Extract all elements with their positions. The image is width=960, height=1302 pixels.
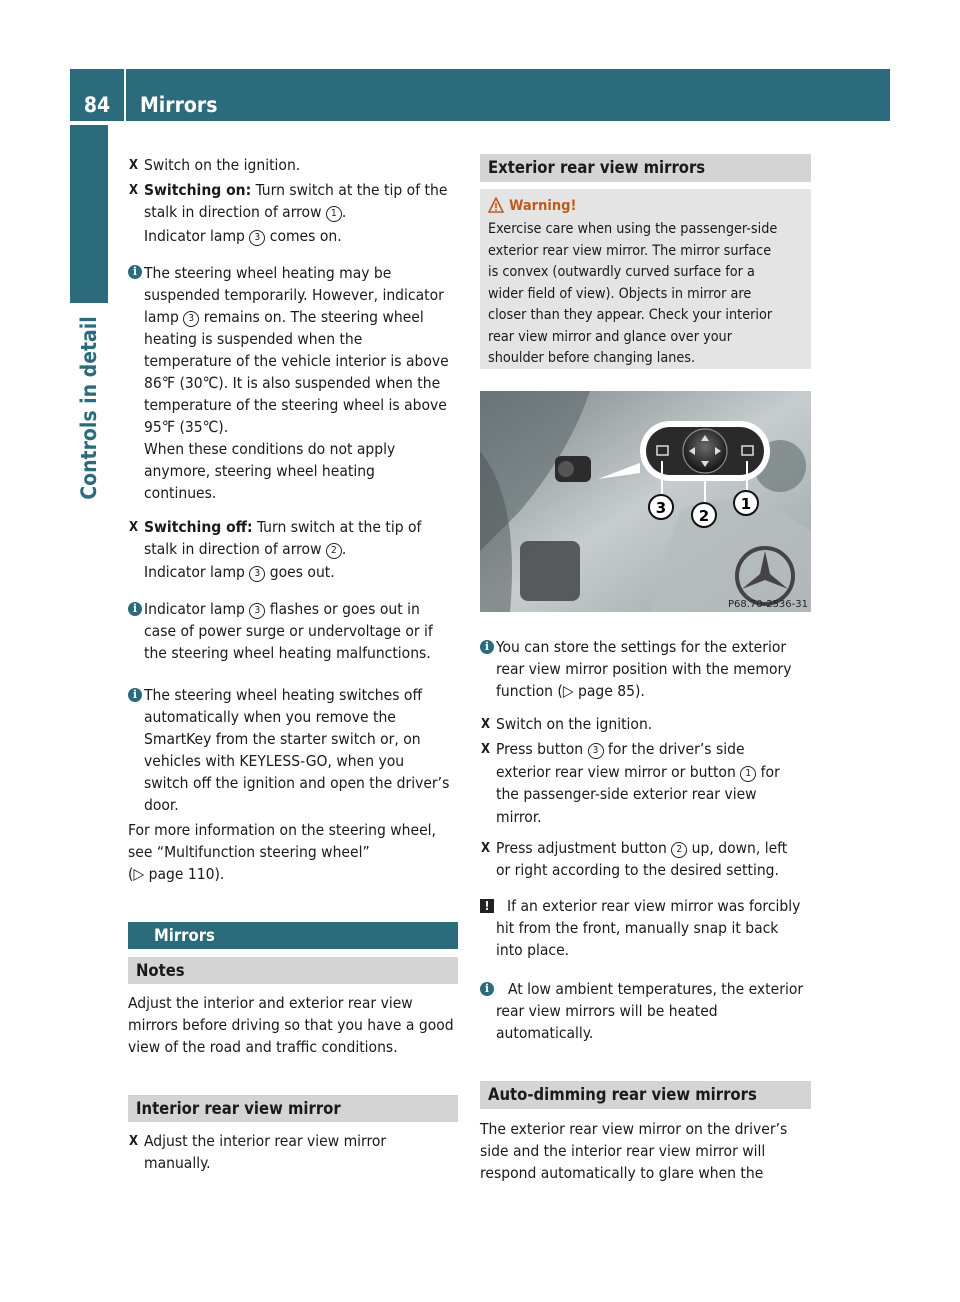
info-line: switch off the ignition and open the driver’s [144,774,450,792]
info-line [144,598,433,620]
step-text [144,225,342,247]
section-heading-mirrors: Mirrors [128,922,458,949]
info-heated-mirrors-cont [496,1000,718,1044]
text-line: Adjust the interior and exterior rear view [128,994,413,1012]
text-line: Adjust the interior rear view mirror [144,1132,387,1150]
step-text: exterior rear view mirror or button [496,762,741,781]
info-line: door. [144,796,179,814]
step-text: Turn switch at the tip of [252,518,422,536]
info-line: temperature of the steering wheel is above [144,396,447,414]
notes-text [128,992,454,1058]
caution-forcibly-hit-cont [496,917,778,961]
bullet-icon: X [129,158,139,173]
info-line: function (▷ page 85). [496,682,645,700]
caution-line: into place. [496,941,570,959]
step-text-line: Indicator lamp [144,227,250,245]
warning-triangle-icon [488,197,504,213]
info-line: suspended temporarily. However, indicator [144,286,444,304]
section-heading-interior-mirror: Interior rear view mirror [128,1095,458,1122]
circled-1-icon: 1 [740,766,756,782]
info-line: automatically. [496,1024,594,1042]
step-text: up, down, left [687,839,788,857]
info-memory-function [496,636,791,702]
info-heating-off [144,684,449,816]
caution-forcibly-hit [507,895,800,917]
warning-line: Exercise care when using the passenger-side [488,221,778,237]
info-line: automatically when you remove the [144,708,396,726]
step-label: Switching on: [144,181,252,199]
info-line: At low ambient temperatures, the exterior [508,980,804,998]
step-text-line: Indicator lamp [144,563,250,581]
circled-3-icon: 3 [249,603,265,619]
info-line: continues. [144,484,217,502]
step-line [496,761,780,784]
info-line: vehicles with KEYLESS-GO, when you [144,752,405,770]
section-heading-exterior-mirrors: Exterior rear view mirrors [480,154,811,182]
bullet-icon: X [129,1134,139,1149]
side-tab [70,303,108,513]
side-tab-block [70,125,108,303]
warning-line: wider field of view). Objects in mirror are [488,285,752,302]
circled-2-icon: 2 [326,543,342,559]
circled-3-icon: 3 [183,311,199,327]
text-line: respond automatically to glare when the [480,1164,764,1182]
text-line: side and the interior rear view mirror will [480,1142,766,1160]
step-switching-on [144,179,447,201]
info-line: the steering wheel heating malfunctions. [144,644,431,662]
step-adjust-button [496,837,787,881]
warning-line: is convex (outwardly curved surface for a [488,264,755,280]
info-line: The steering wheel heating may be [144,264,392,282]
text-line: For more information on the steering wheel, [128,821,436,839]
step-text-line: comes on. [265,227,342,245]
warning-text [488,219,777,370]
step-line: the passenger-side exterior rear view [496,785,757,803]
auto-dimming-text [480,1118,787,1184]
warning-line: shoulder before changing lanes. [488,350,696,366]
info-text: flashes or goes out in [265,600,420,618]
step-line [496,738,780,761]
warning-title: Warning! [509,198,577,214]
step-text: for [756,762,780,781]
door-panel-illustration [480,391,811,612]
info-line: rear view mirrors will be heated [496,1002,718,1020]
text-line: manually. [144,1154,211,1172]
step-text [144,561,335,583]
side-tab-label: Controls in detail [77,316,101,500]
section-heading-auto-dimming: Auto-dimming rear view mirrors [480,1081,811,1109]
info-text: remains on. The steering wheel [199,308,424,326]
info-line: anymore, steering wheel heating [144,462,375,480]
info-line: rear view mirror position with the memory [496,660,792,678]
info-heating-suspended [144,262,449,504]
circled-3-icon: 3 [249,230,265,246]
step-text-line: goes out. [265,563,335,581]
bullet-icon: X [129,183,139,198]
info-lamp-flashes [144,598,433,664]
info-icon: i [128,688,142,702]
section-heading-notes: Notes [128,957,458,984]
caution-line: If an exterior rear view mirror was forcibly [507,897,801,915]
step-line: or right according to the desired setting. [496,861,779,879]
step-text: for the driver’s side [603,740,745,758]
circled-3-icon: 3 [588,743,604,759]
info-line: You can store the settings for the exterior [496,638,787,656]
step-text-line: stalk in direction of arrow [144,203,326,221]
step-adjust-interior [144,1130,386,1174]
info-line: heating is suspended when the [144,330,363,348]
warning-line: rear view mirror and glance over your [488,328,732,345]
info-line [144,306,449,328]
info-line: The steering wheel heating switches off [144,686,423,704]
step-line: mirror. [496,807,542,826]
bullet-icon: X [481,841,491,856]
step-label: Switching off: [144,518,253,536]
info-line: 95℉ (35℃). [144,418,229,436]
step-switching-off [144,516,421,538]
info-line: SmartKey from the starter switch or, on [144,730,421,748]
caution-line: hit from the front, manually snap it back [496,919,779,937]
warning-box [480,189,811,369]
info-line: When these conditions do not apply [144,440,396,458]
warning-line: exterior rear view mirror. The mirror surface [488,242,772,259]
more-information [128,819,436,885]
warning-line: closer than they appear. Check your interior [488,307,773,323]
text-line: The exterior rear view mirror on the driver’s [480,1120,788,1138]
bullet-icon: X [481,717,491,732]
info-icon: i [480,640,494,654]
callout-3-label: 3 [655,499,667,517]
step-ignition: Switch on the ignition. [144,156,301,174]
step-text: Press adjustment button [496,839,672,857]
info-line: case of power surge or undervoltage or if [144,622,433,640]
text-line: see “Multifunction steering wheel” [128,843,370,861]
page-number: 84 [70,69,126,121]
callout-2-label: 2 [698,507,710,525]
caution-icon: ! [480,899,494,913]
step-text: Press button [496,740,588,758]
callout-1-label: 1 [740,495,752,513]
circled-1-icon: 1 [326,206,342,222]
info-icon: i [128,265,142,279]
text-line: mirrors before driving so that you have a good [128,1016,454,1034]
text-line: view of the road and traffic conditions. [128,1038,398,1056]
step-text: Turn switch at the tip of the [251,181,448,199]
step-text: stalk in direction of arrow 2 . [144,540,347,558]
circled-2-icon: 2 [671,842,687,858]
info-line: temperature of the vehicle interior is above [144,352,449,370]
circled-3-icon: 3 [249,566,265,582]
step-text-line: stalk in direction of arrow [144,540,326,558]
info-icon: i [128,602,142,616]
info-text: Indicator lamp [144,600,250,618]
bullet-icon: X [129,520,139,535]
info-text: lamp [144,308,184,326]
page-title: Mirrors [140,93,218,117]
mirror-switch-photo [480,391,811,612]
info-icon: i [480,982,494,996]
info-heated-mirrors [508,978,803,1000]
step-press-button [496,738,780,828]
bullet-icon: X [481,742,491,757]
photo-code: P68.70-2536-31 [727,599,808,610]
info-line: 86℉ (30℃). It is also suspended when the [144,374,441,392]
step-line [496,837,787,859]
step-ignition-right: Switch on the ignition. [496,715,653,733]
step-text: stalk in direction of arrow 1 . [144,203,347,221]
text-line: (▷ page 110). [128,865,225,883]
